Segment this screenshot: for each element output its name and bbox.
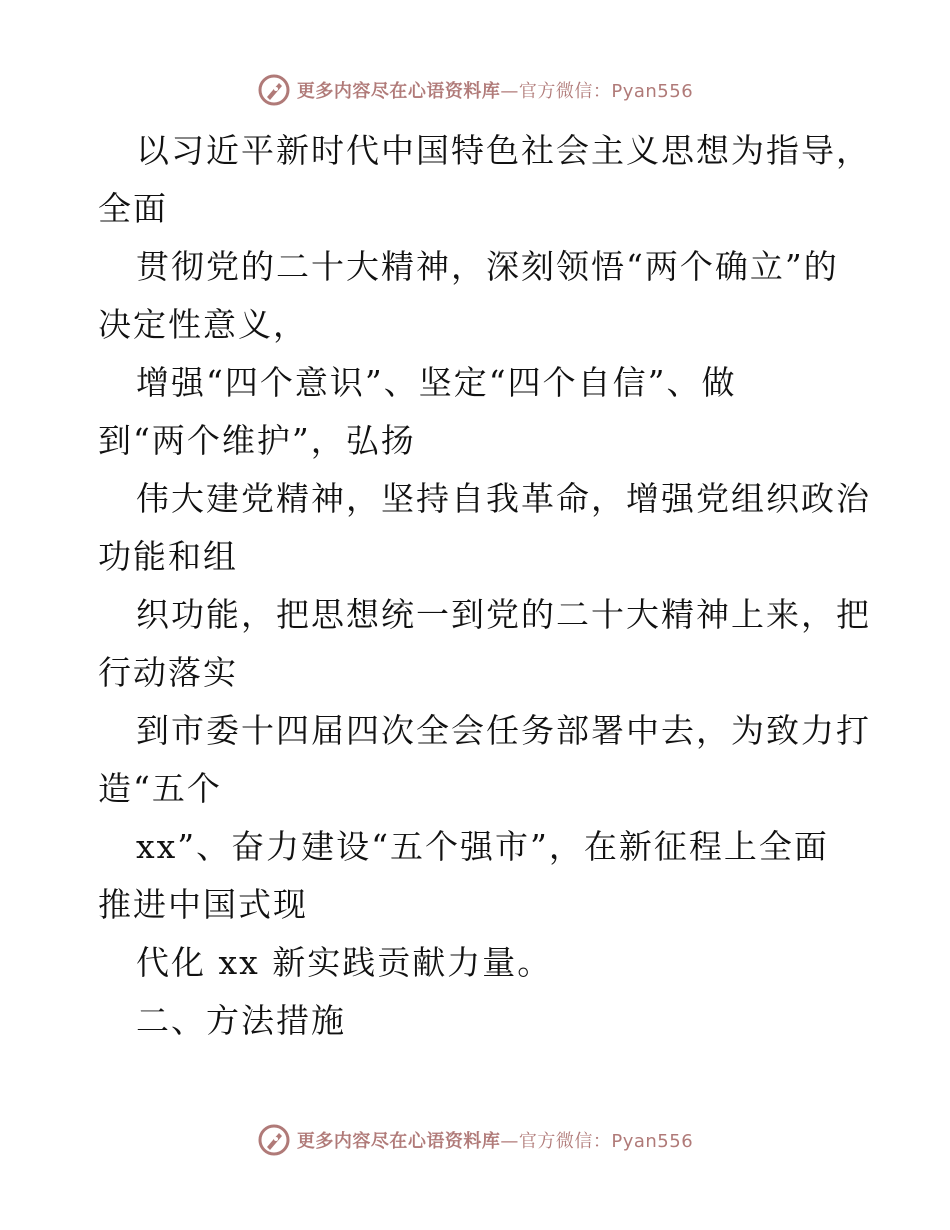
- body-line: 决定性意义，: [98, 305, 308, 344]
- body-line: 全面: [98, 189, 168, 228]
- body-line: 推进中国式现: [98, 885, 308, 924]
- footer-banner-text: [297, 1127, 693, 1153]
- body-line: 造“五个: [98, 769, 222, 808]
- body-line: 到市委十四届四次全会任务部署中去，为致力打: [136, 711, 871, 750]
- body-line: 功能和组: [98, 537, 238, 576]
- footer-banner: [0, 1120, 950, 1160]
- body-line: 伟大建党精神，坚持自我革命，增强党组织政治: [136, 479, 871, 518]
- body-line: 以习近平新时代中国特色社会主义思想为指导，: [136, 131, 871, 170]
- header-banner: [0, 70, 950, 110]
- pen-nib-logo-icon: [257, 1123, 291, 1157]
- body-line: 织功能，把思想统一到党的二十大精神上来，把: [136, 595, 871, 634]
- header-wechat-id: Pyan556: [611, 81, 694, 102]
- section-heading: 二、方法措施: [136, 1001, 346, 1040]
- header-official-text: —官方微信：: [500, 81, 612, 102]
- footer-official-text: —官方微信：: [500, 1131, 612, 1152]
- document-body: [98, 122, 871, 1050]
- body-line: xx”、奋力建设“五个强市”，在新征程上全面: [136, 827, 829, 866]
- footer-brand-text: 更多内容尽在心语资料库: [296, 1131, 501, 1152]
- body-line: 到“两个维护”，弘扬: [98, 421, 416, 460]
- header-banner-text: [297, 77, 693, 103]
- body-line: 增强“四个意识”、坚定“四个自信”、做: [136, 363, 737, 402]
- body-line: 行动落实: [98, 653, 238, 692]
- pen-nib-logo-icon: [257, 73, 291, 107]
- body-line: 贯彻党的二十大精神，深刻领悟“两个确立”的: [136, 247, 839, 286]
- body-line: 代化 xx 新实践贡献力量。: [136, 943, 553, 982]
- footer-wechat-id: Pyan556: [611, 1131, 694, 1152]
- header-brand-text: 更多内容尽在心语资料库: [296, 81, 501, 102]
